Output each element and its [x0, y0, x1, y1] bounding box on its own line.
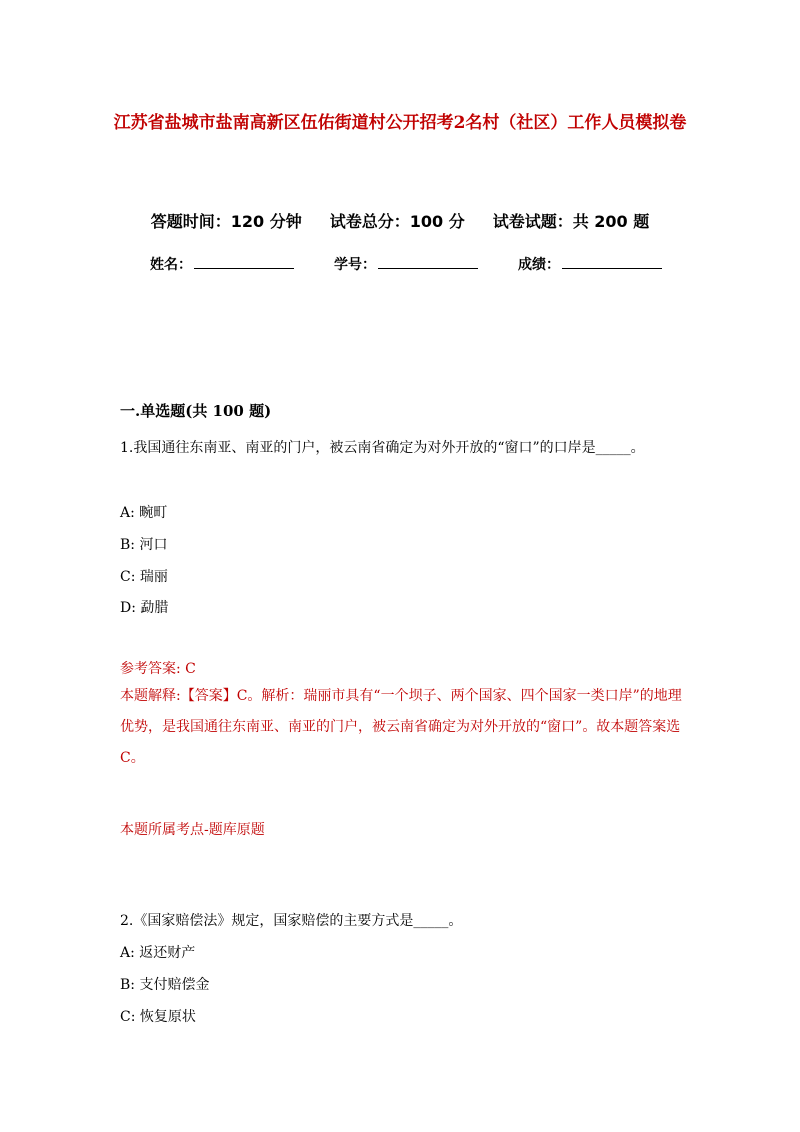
student-id-field: [334, 254, 478, 274]
document-title: 江苏省盐城市盐南高新区伍佑街道村公开招考2名村（社区）工作人员模拟卷: [113, 113, 687, 133]
exam-meta: [0, 209, 800, 232]
name-field: [150, 254, 294, 274]
question-1-explanation: 本题解释:【答案】C。解析：瑞丽市具有“一个坝子、两个国家、四个国家一类口岸”的地理优势，是我国通往东南亚、南亚的门户，被云南省确定为对外开放的“窗口”。故本题答案选 C。: [120, 688, 682, 766]
question-1-answer: 参考答案: C: [120, 661, 196, 677]
name-label: 姓名：: [150, 257, 192, 273]
question-1-text: 1.我国通往东南亚、南亚的门户，被云南省确定为对外开放的“窗口”的口岸是_____。: [120, 440, 645, 456]
grade-field: [518, 254, 662, 274]
grade-blank: [562, 254, 662, 269]
question-1-topic: 本题所属考点-题库原题: [120, 822, 265, 838]
name-blank: [194, 254, 294, 269]
question-2-option-c: C: 恢复原状: [120, 1009, 196, 1025]
question-2-option-a: A: 返还财产: [120, 945, 196, 961]
question-1-option-b: B: 河口: [120, 537, 168, 553]
exam-question-count: 试卷试题：共 200 题: [492, 212, 650, 231]
question-2-option-b: B: 支付赔偿金: [120, 977, 210, 993]
grade-label: 成绩：: [518, 257, 560, 273]
question-1-option-c: C: 瑞丽: [120, 569, 168, 585]
student-info: [150, 254, 662, 274]
question-1-option-d: D: 勐腊: [120, 600, 169, 616]
section-title: 一.单选题(共 100 题): [120, 402, 272, 420]
student-id-label: 学号：: [334, 257, 376, 273]
question-2-text: 2.《国家赔偿法》规定，国家赔偿的主要方式是_____。: [120, 913, 463, 929]
exam-total-score: 试卷总分：100 分: [329, 212, 465, 231]
exam-time: 答题时间：120 分钟: [150, 212, 302, 231]
question-1-option-a: A: 畹町: [120, 505, 168, 521]
student-id-blank: [378, 254, 478, 269]
